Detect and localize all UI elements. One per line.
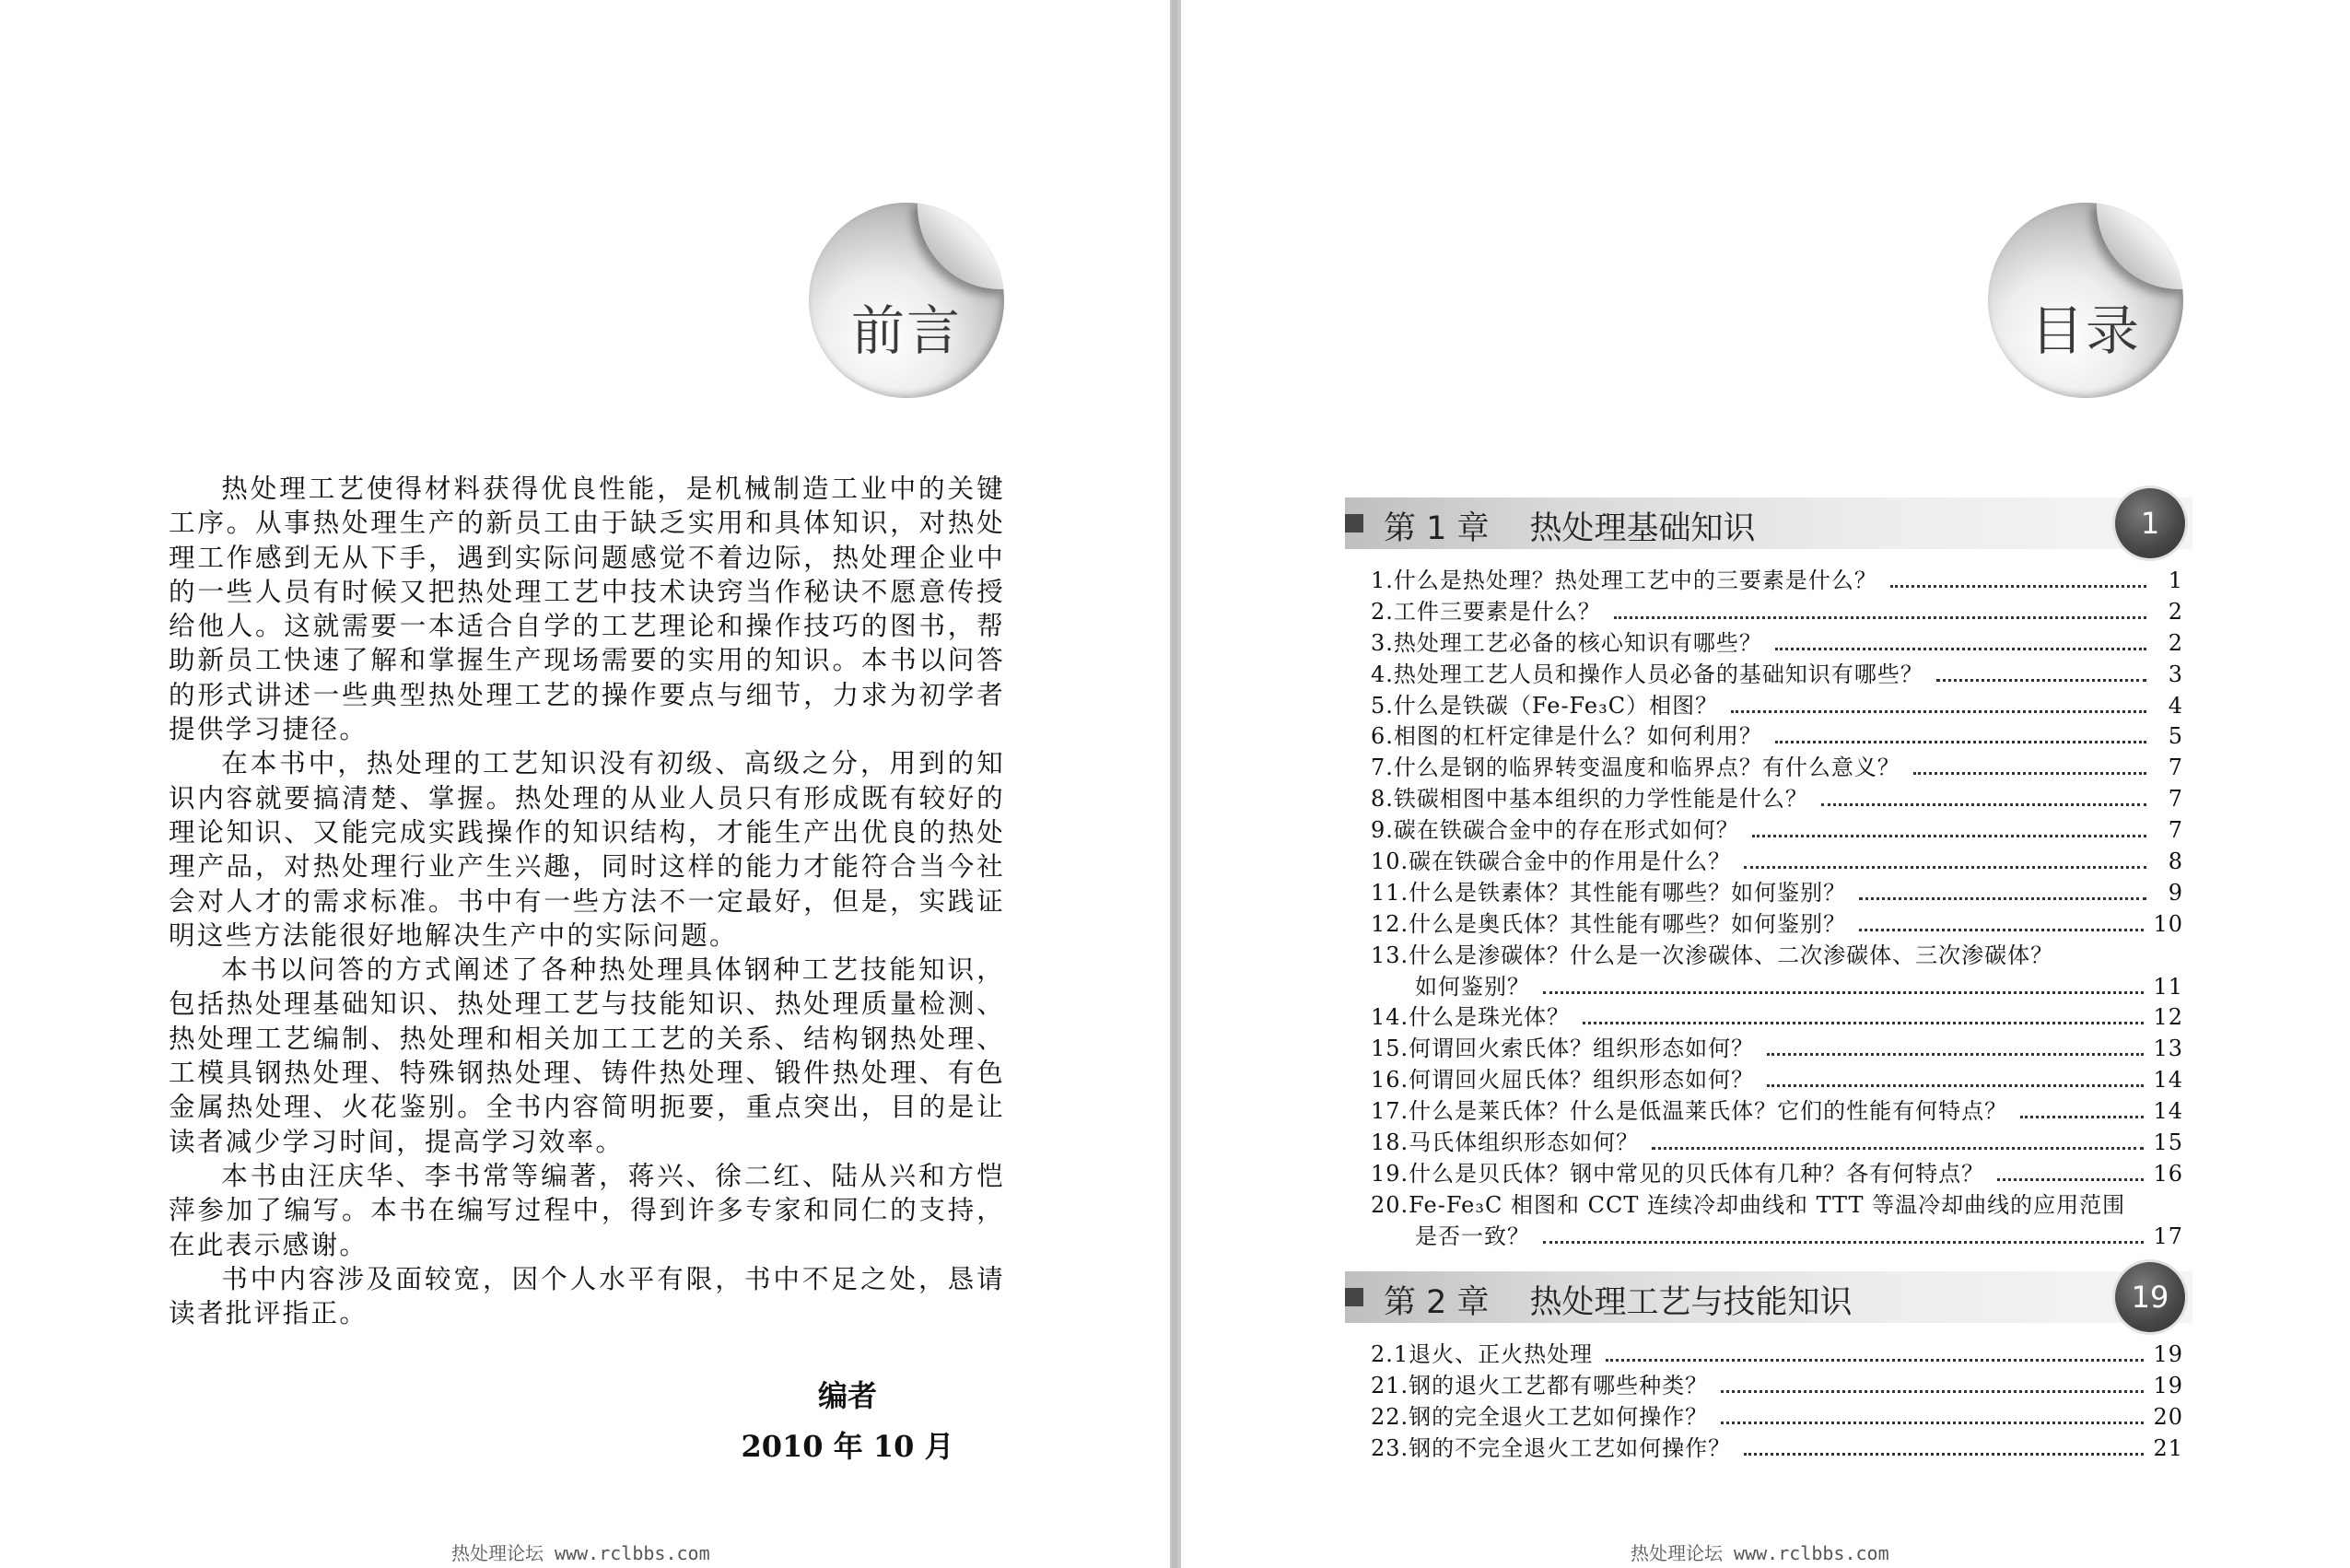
toc-entry[interactable]: [1371, 1433, 2183, 1465]
dot-leader: [1583, 1022, 2144, 1024]
toc-entry-text: 什么是铁素体？其性能有哪些？如何鉴别？: [1409, 879, 1847, 906]
toc-entry-page: 10: [2153, 910, 2183, 937]
toc-entry[interactable]: [1371, 1159, 2183, 1190]
toc-entry-number: 3.: [1371, 629, 1394, 656]
toc-entry-text: 相图的杠杆定律是什么？如何利用？: [1393, 723, 1762, 750]
toc-entry-page: 21: [2153, 1434, 2183, 1461]
toc-entry-page: 7: [2168, 817, 2183, 844]
dot-leader: [1721, 1390, 2144, 1393]
square-bullet-icon: [1345, 514, 1363, 532]
toc-entry[interactable]: [1371, 1065, 2183, 1096]
toc-entry[interactable]: [1371, 815, 2183, 847]
toc-entry-number: 16.: [1371, 1067, 1409, 1094]
toc-entry-page: 19: [2153, 1341, 2183, 1367]
toc-entry[interactable]: [1371, 847, 2183, 878]
dot-leader: [1821, 803, 2146, 806]
toc-entry-text: 碳在铁碳合金中的存在形式如何？: [1393, 817, 1739, 844]
toc-entry-page: 16: [2153, 1160, 2183, 1187]
dot-leader: [1721, 1422, 2144, 1424]
dot-leader: [1543, 1241, 2144, 1244]
toc-entry-text: 退火、正火热处理: [1409, 1341, 1594, 1367]
toc-entry-page: 2: [2168, 598, 2183, 625]
preface-paragraph: 书中内容涉及面较宽，因个人水平有限，书中不足之处，恳请读者批评指正。: [169, 1262, 1005, 1329]
toc-entry-page: 8: [2168, 848, 2183, 875]
toc-entry-number: 10.: [1371, 848, 1409, 875]
toc-entry-number: 5.: [1371, 692, 1394, 719]
preface-signature: 编者: [817, 1378, 877, 1413]
toc-entry-page: 14: [2153, 1067, 2183, 1094]
toc-entry[interactable]: [1371, 1002, 2183, 1034]
toc-entry-page: 12: [2153, 1004, 2183, 1031]
dot-leader: [1731, 710, 2146, 713]
toc-entry[interactable]: [1371, 784, 2183, 815]
toc-entry-number: 12.: [1371, 910, 1409, 937]
chapter-label: 第 1 章: [1384, 510, 1490, 547]
chapter-title: 热处理工艺与技能知识: [1529, 1284, 1853, 1321]
toc-heading: 目录: [2029, 299, 2141, 362]
dot-leader: [1606, 1359, 2144, 1362]
toc-entry[interactable]: [1371, 1096, 2183, 1128]
toc-entry-text: 什么是贝氏体？钢中常见的贝氏体有几种？各有何特点？: [1409, 1160, 1985, 1187]
toc-entry-number: 19.: [1371, 1160, 1409, 1187]
toc-entry-text-continued: 是否一致？: [1415, 1223, 1530, 1249]
page-footer: 热处理论坛 www.rclbbs.com: [451, 1542, 710, 1564]
chapter-2-entries: [1371, 1340, 2183, 1465]
toc-entry-text: 什么是奥氏体？其性能有哪些？如何鉴别？: [1409, 910, 1847, 937]
toc-entry-text: 碳在铁碳合金中的作用是什么？: [1409, 848, 1732, 875]
toc-entry-number: 15.: [1371, 1036, 1409, 1062]
dot-leader: [1859, 897, 2146, 900]
toc-entry[interactable]: [1371, 628, 2183, 660]
toc-entry[interactable]: [1371, 909, 2183, 941]
page-curl-icon: [2097, 203, 2183, 289]
toc-entry-text: 什么是铁碳（Fe-Fe₃C）相图？: [1393, 692, 1719, 719]
page-curl-icon: [918, 203, 1004, 289]
preface-page: [0, 0, 1170, 1568]
toc-entry-line: [1371, 941, 2183, 972]
toc-entry[interactable]: [1371, 941, 2183, 1003]
toc-entry-text: 钢的完全退火工艺如何操作？: [1409, 1403, 1709, 1430]
toc-entry[interactable]: [1371, 1034, 2183, 1065]
chapter-2-header: [1345, 1271, 2192, 1323]
dot-leader: [1744, 1453, 2144, 1456]
toc-entry[interactable]: [1371, 1128, 2183, 1159]
dot-leader: [1775, 648, 2146, 650]
toc-entry-text: Fe-Fe₃C 相图和 CCT 连续冷却曲线和 TTT 等温冷却曲线的应用范围: [1409, 1191, 2126, 1218]
toc-entry-line: [1371, 1190, 2183, 1222]
dot-leader: [1767, 1084, 2144, 1087]
toc-entry-page: 3: [2168, 661, 2183, 687]
dot-leader: [1614, 616, 2146, 619]
toc-entry-page: 7: [2168, 755, 2183, 781]
toc-entry-text: 什么是渗碳体？什么是一次渗碳体、二次渗碳体、三次渗碳体？: [1409, 942, 2054, 968]
chapter-label: 第 2 章: [1384, 1284, 1490, 1321]
toc-entry-text: 钢的不完全退火工艺如何操作？: [1409, 1434, 1732, 1461]
preface-paragraph: 本书由汪庆华、李书常等编著，蒋兴、徐二红、陆从兴和方恺萍参加了编写。本书在编写过程中，得到许多专家和同仁的支持，在此表示感谢。: [169, 1159, 1005, 1260]
toc-entry-line: [1371, 1222, 2183, 1253]
preface-heading-badge: [809, 203, 1004, 398]
dot-leader: [1936, 679, 2146, 682]
toc-entry-number: 20.: [1371, 1191, 1409, 1218]
toc-entry[interactable]: [1371, 691, 2183, 722]
preface-paragraph: 热处理工艺使得材料获得优良性能，是机械制造工业中的关键工序。从事热处理生产的新员工由于缺乏实用和具体知识，对热处理工作感到无从下手，遇到实际问题感觉不着边际，热处理企业中的一些人员有时候又把热处理工艺中技术诀窍当作秘诀不愿意传授给他人。这就需要一本适合自学的工艺理论和操作技巧的图书，帮助新员工快速了解和掌握生产现场需要的实用的知识。本书以问答的形式讲述一些典型热处理工艺的操作要点与细节，力求为初学者提供学习捷径。: [169, 473, 1005, 745]
dot-leader: [1913, 772, 2146, 775]
chapter-page-badge: 19: [2115, 1262, 2185, 1332]
toc-entry-number: 4.: [1371, 661, 1394, 687]
preface-heading: 前言: [850, 299, 962, 362]
toc-entry-number: 9.: [1371, 817, 1394, 844]
toc-entry-page: 4: [2168, 692, 2183, 719]
toc-entry-text: 工件三要素是什么？: [1393, 598, 1601, 625]
page-footer: 热处理论坛 www.rclbbs.com: [1631, 1542, 1889, 1564]
toc-entry[interactable]: [1371, 1190, 2183, 1253]
toc-entry-page: 20: [2153, 1403, 2183, 1430]
toc-entry-page: 1: [2168, 568, 2183, 593]
dot-leader: [1752, 835, 2146, 837]
toc-entry-text: 何谓回火屈氏体？组织形态如何？: [1409, 1067, 1755, 1094]
dot-leader: [1652, 1147, 2144, 1150]
toc-entry-page: 5: [2168, 723, 2183, 750]
toc-entry-text: 钢的退火工艺都有哪些种类？: [1409, 1372, 1709, 1398]
toc-entry-number: 18.: [1371, 1129, 1409, 1156]
chapter-title: 热处理基础知识: [1529, 510, 1756, 547]
toc-entry-number: 6.: [1371, 723, 1394, 750]
toc-entry-page: 17: [2153, 1223, 2183, 1249]
toc-entry-text: 铁碳相图中基本组织的力学性能是什么？: [1393, 786, 1808, 813]
toc-entry-page: 11: [2153, 973, 2183, 1000]
toc-entry-text: 马氏体组织形态如何？: [1409, 1129, 1640, 1156]
dot-leader: [2020, 1116, 2144, 1118]
toc-entry-text: 何谓回火索氏体？组织形态如何？: [1409, 1036, 1755, 1062]
toc-entry-text: 热处理工艺人员和操作人员必备的基础知识有哪些？: [1393, 661, 1923, 687]
toc-entry-line: [1371, 972, 2183, 1003]
preface-date: 2010 年 10 月: [741, 1429, 954, 1464]
toc-entry-page: 7: [2168, 786, 2183, 813]
toc-entry-text-continued: 如何鉴别？: [1415, 973, 1530, 1000]
toc-entry-page: 13: [2153, 1036, 2183, 1062]
toc-entry-number: 22.: [1371, 1403, 1409, 1430]
toc-entry[interactable]: [1371, 878, 2183, 909]
preface-paragraph: 在本书中，热处理的工艺知识没有初级、高级之分，用到的知识内容就要搞清楚、掌握。热处理的从业人员只有形成既有较好的理论知识、又能完成实践操作的知识结构，才能生产出优良的热处理产品，对热处理行业产生兴趣，同时这样的能力才能符合当今社会对人才的需求标准。书中有一些方法不一定最好，但是，实践证明这些方法能很好地解决生产中的实际问题。: [169, 747, 1005, 951]
dot-leader: [1859, 929, 2144, 931]
toc-entry-page: 9: [2168, 879, 2183, 906]
dot-leader: [1775, 741, 2146, 743]
toc-entry-page: 15: [2153, 1129, 2183, 1156]
toc-entry-number: 8.: [1371, 786, 1394, 813]
toc-entry-page: 14: [2153, 1098, 2183, 1125]
preface-paragraph: 本书以问答的方式阐述了各种热处理具体钢种工艺技能知识，包括热处理基础知识、热处理工艺与技能知识、热处理质量检测、热处理工艺编制、热处理和相关加工工艺的关系、结构钢热处理、工模具钢热处理、特殊钢热处理、铸件热处理、锻件热处理、有色金属热处理、火花鉴别。全书内容简明扼要，重点突出，目的是让读者减少学习时间，提高学习效率。: [169, 954, 1005, 1157]
toc-entry[interactable]: [1371, 721, 2183, 753]
toc-entry[interactable]: [1371, 1340, 2183, 1371]
dot-leader: [1543, 991, 2144, 994]
dot-leader: [1997, 1178, 2144, 1181]
toc-entry-number: 2.: [1371, 598, 1394, 625]
toc-entry-number: 23.: [1371, 1434, 1409, 1461]
toc-entry[interactable]: [1371, 753, 2183, 784]
chapter-page-badge: 1: [2115, 488, 2185, 558]
toc-entry-number: 2.1: [1371, 1341, 1409, 1367]
toc-entry-page: 2: [2168, 629, 2183, 656]
chapter-1-header: [1345, 497, 2192, 549]
toc-entry-number: 11.: [1371, 879, 1409, 906]
toc-entry[interactable]: [1371, 597, 2183, 628]
toc-entry[interactable]: [1371, 566, 2183, 597]
toc-entry-text: 什么是珠光体？: [1409, 1004, 1571, 1031]
preface-body: [169, 472, 1005, 1330]
toc-entry-number: 13.: [1371, 942, 1409, 968]
toc-entry[interactable]: [1371, 1371, 2183, 1402]
toc-entry[interactable]: [1371, 660, 2183, 691]
square-bullet-icon: [1345, 1288, 1363, 1306]
toc-heading-badge: [1988, 203, 2183, 398]
page-divider: [1172, 0, 1177, 1568]
toc-entry-number: 1.: [1371, 568, 1394, 593]
dot-leader: [1767, 1053, 2144, 1056]
toc-entry-number: 14.: [1371, 1004, 1409, 1031]
dot-leader: [1890, 585, 2146, 588]
toc-entry-number: 21.: [1371, 1372, 1409, 1398]
toc-entry-text: 什么是莱氏体？什么是低温莱氏体？它们的性能有何特点？: [1409, 1098, 2008, 1125]
toc-entry-number: 17.: [1371, 1098, 1409, 1125]
chapter-1-entries: [1371, 566, 2183, 1253]
toc-entry[interactable]: [1371, 1402, 2183, 1433]
toc-entry-text: 什么是热处理？热处理工艺中的三要素是什么？: [1393, 568, 1877, 593]
toc-entry-text: 什么是钢的临界转变温度和临界点？有什么意义？: [1393, 755, 1900, 781]
dot-leader: [1744, 866, 2146, 869]
toc-entry-number: 7.: [1371, 755, 1394, 781]
toc-entry-text: 热处理工艺必备的核心知识有哪些？: [1393, 629, 1762, 656]
toc-entry-page: 19: [2153, 1372, 2183, 1398]
